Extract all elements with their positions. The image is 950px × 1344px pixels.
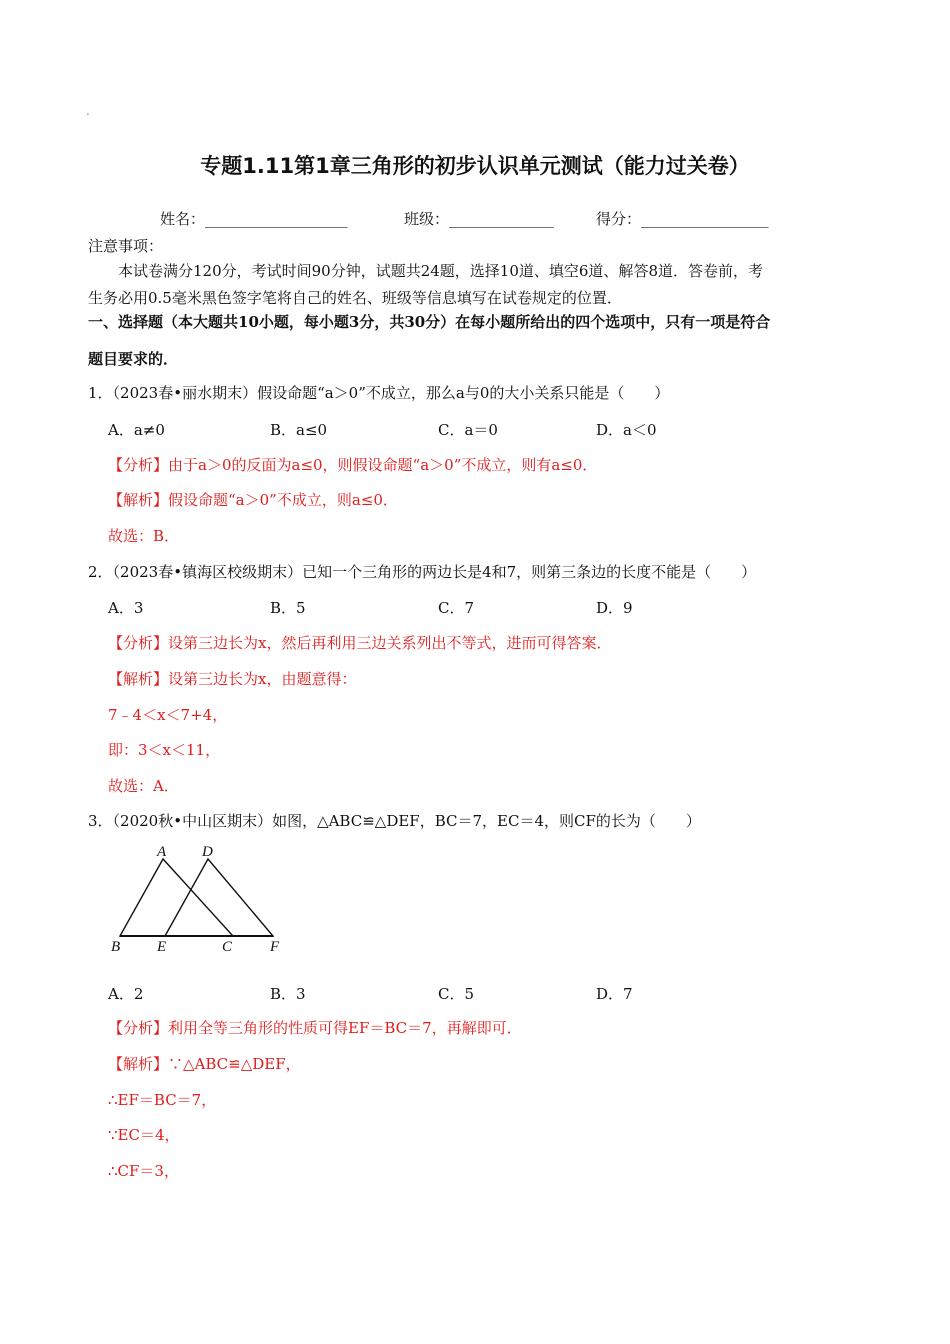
class-field: 班级：______________ (404, 210, 555, 228)
q3-solution-text: ∵△ABC≌△DEF， (168, 1055, 301, 1073)
q1-solution-text: 假设命题“a＞0”不成立，则a≤0． (168, 491, 398, 509)
q3-option-b: B．3 (270, 985, 306, 1003)
q2-option-c: C．7 (438, 599, 475, 617)
triangle-abc (120, 859, 233, 936)
q2-solution (108, 668, 356, 689)
q1-stem: 1．（2023春•丽水期末）假设命题“a＞0”不成立，那么a与0的大小关系只能是（ ） (88, 384, 670, 402)
corner-mark: . (86, 104, 90, 118)
triangle-figure (108, 842, 298, 954)
q2-step-2: 即：3＜x＜11， (108, 741, 221, 759)
q1-option-d: D．a＜0 (596, 421, 657, 439)
q3-solution (108, 1053, 301, 1074)
label-b: B (111, 939, 121, 954)
q2-answer: 故选：A． (108, 777, 179, 795)
q3-option-d: D．7 (596, 985, 633, 1003)
q3-step-2: ∵EC＝4， (108, 1126, 180, 1144)
page-title: 专题1.11第1章三角形的初步认识单元测试（能力过关卷） (200, 154, 750, 178)
notice-heading: 注意事项： (88, 237, 164, 255)
q3-analysis (108, 1017, 522, 1038)
q2-stem: 2．（2023春•镇海区校级期末）已知一个三角形的两边长是4和7，则第三条边的长度不能是（ ） (88, 563, 757, 581)
q1-analysis-text: 由于a＞0的反面为a≤0，则假设命题“a＞0”不成立，则有a≤0． (168, 456, 598, 474)
q2-option-a: A．3 (108, 599, 144, 617)
solution-label: 【解析】 (108, 491, 169, 509)
q2-option-b: B．5 (270, 599, 306, 617)
q3-step-1: ∴EF＝BC＝7， (108, 1091, 217, 1109)
notice-line-1: 本试卷满分120分，考试时间90分钟，试题共24题，选择10道、填空6道、解答8道．答卷前，考 (118, 262, 763, 280)
q3-stem: 3．（2020秋•中山区期末）如图，△ABC≌△DEF，BC＝7，EC＝4，则CF的长为（ ） (88, 812, 701, 830)
analysis-label: 【分析】 (108, 1019, 169, 1037)
q3-option-c: C．5 (438, 985, 475, 1003)
label-a: A (157, 844, 167, 860)
q1-solution (108, 489, 398, 510)
label-e: E (157, 939, 167, 954)
q1-option-a: A．a≠0 (108, 421, 165, 439)
label-c: C (222, 939, 233, 954)
q2-step-1: 7﹣4＜x＜7+4， (108, 706, 228, 724)
triangle-def (165, 859, 273, 936)
label-f: F (270, 939, 280, 954)
label-d: D (202, 844, 213, 860)
q2-analysis-text: 设第三边长为x，然后再利用三边关系列出不等式，进而可得答案． (168, 634, 612, 652)
q2-option-d: D．9 (596, 599, 633, 617)
q3-option-a: A．2 (108, 985, 144, 1003)
name-field: 姓名：___________________ (160, 210, 348, 228)
solution-label: 【解析】 (108, 1055, 169, 1073)
section-heading-2: 题目要求的． (88, 350, 179, 368)
section-heading-1: 一、选择题（本大题共10小题，每小题3分，共30分）在每小题所给出的四个选项中，只有一项是符合 (88, 313, 771, 331)
q1-analysis (108, 454, 597, 475)
q3-analysis-text: 利用全等三角形的性质可得EF＝BC＝7，再解即可． (168, 1019, 522, 1037)
q2-analysis (108, 632, 611, 653)
analysis-label: 【分析】 (108, 634, 169, 652)
solution-label: 【解析】 (108, 670, 169, 688)
q1-option-c: C．a＝0 (438, 421, 498, 439)
q2-solution-text: 设第三边长为x，由题意得： (168, 670, 357, 688)
notice-line-2: 生务必用0.5毫米黑色签字笔将自己的姓名、班级等信息填写在试卷规定的位置． (88, 289, 622, 307)
analysis-label: 【分析】 (108, 456, 169, 474)
q1-option-b: B．a≤0 (270, 421, 328, 439)
q1-answer: 故选：B． (108, 527, 180, 545)
q3-step-3: ∴CF＝3， (108, 1162, 179, 1180)
score-field: 得分：_________________ (596, 210, 769, 228)
